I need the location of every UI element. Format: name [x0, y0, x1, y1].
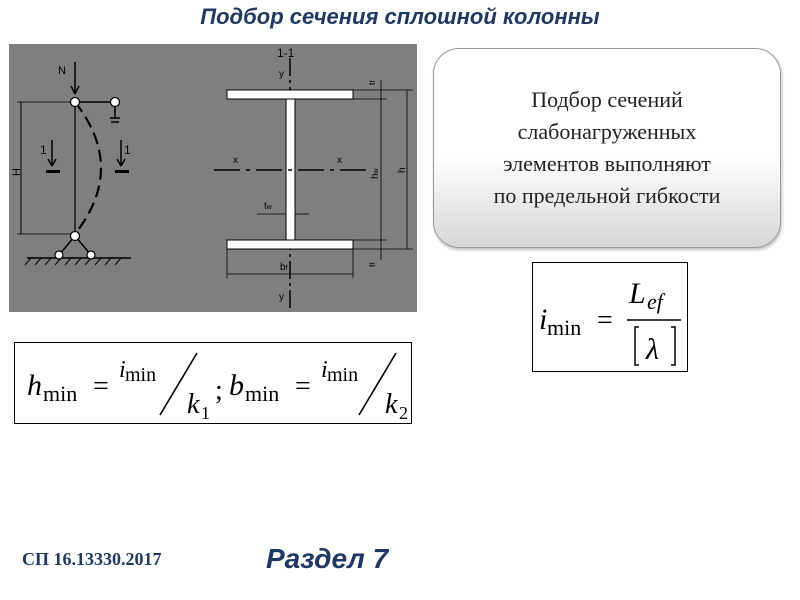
- buckled-shape: [75, 102, 101, 234]
- svg-text:;: ;: [215, 375, 223, 406]
- cut-label-left: 1: [40, 143, 47, 157]
- norm-reference: СП 16.13330.2017: [22, 549, 162, 569]
- page-title: Подбор сечения сплошной колонны: [200, 4, 600, 29]
- svg-text:=: =: [93, 371, 109, 402]
- svg-text:1: 1: [201, 403, 210, 423]
- svg-text:λ: λ: [646, 333, 659, 366]
- axis-x-right: x: [337, 155, 342, 166]
- left-bracket: [635, 327, 639, 365]
- column-diagram-svg: [9, 44, 417, 312]
- svg-text:min: min: [327, 364, 359, 386]
- formula-radius: [533, 263, 689, 373]
- section-reference: Раздел 7: [266, 543, 389, 574]
- callout-text: Подбор сечений слабонагруженных элементов выполняют по предельной гибкости: [493, 87, 721, 208]
- height-label: H: [11, 168, 23, 176]
- svg-text:2: 2: [399, 403, 408, 423]
- svg-text:i: i: [539, 303, 548, 336]
- load-label: N: [58, 65, 66, 77]
- svg-text:ef: ef: [647, 289, 663, 314]
- section-label: 1-1: [277, 46, 295, 60]
- top-flange: [227, 90, 353, 99]
- svg-text:min: min: [245, 381, 280, 406]
- formula-box-radius: [532, 262, 688, 372]
- right-support-hatch: [115, 170, 129, 173]
- svg-text:hw: hw: [370, 168, 381, 179]
- svg-text:tf: tf: [367, 80, 377, 85]
- svg-text:i: i: [321, 357, 328, 383]
- svg-text:k: k: [385, 389, 398, 420]
- axis-x-left: x: [233, 155, 238, 166]
- right-bracket: [671, 327, 675, 365]
- cut-label-right: 1: [124, 143, 131, 157]
- formula-box-dimensions: [14, 342, 412, 424]
- axis-y-bottom: y: [279, 292, 284, 303]
- svg-text:tw: tw: [264, 201, 272, 212]
- formula-b: b: [229, 369, 244, 402]
- svg-text:i: i: [119, 357, 126, 383]
- callout-box: [433, 48, 781, 248]
- axis-y-top: y: [279, 69, 284, 80]
- left-support-hatch: [46, 170, 60, 173]
- bottom-flange: [227, 240, 353, 249]
- svg-text:bf: bf: [280, 262, 288, 273]
- svg-text:h: h: [397, 167, 408, 173]
- svg-text:k: k: [187, 389, 200, 420]
- svg-text:L: L: [629, 277, 646, 310]
- formula-h: h: [27, 369, 42, 402]
- column-diagram: [9, 44, 417, 312]
- svg-text:=: =: [295, 371, 311, 402]
- formula-dimensions: [15, 343, 413, 425]
- svg-text:min: min: [547, 315, 582, 340]
- svg-text:tf: tf: [367, 262, 377, 267]
- svg-text:=: =: [597, 305, 613, 336]
- svg-text:min: min: [43, 381, 78, 406]
- svg-text:min: min: [125, 364, 157, 386]
